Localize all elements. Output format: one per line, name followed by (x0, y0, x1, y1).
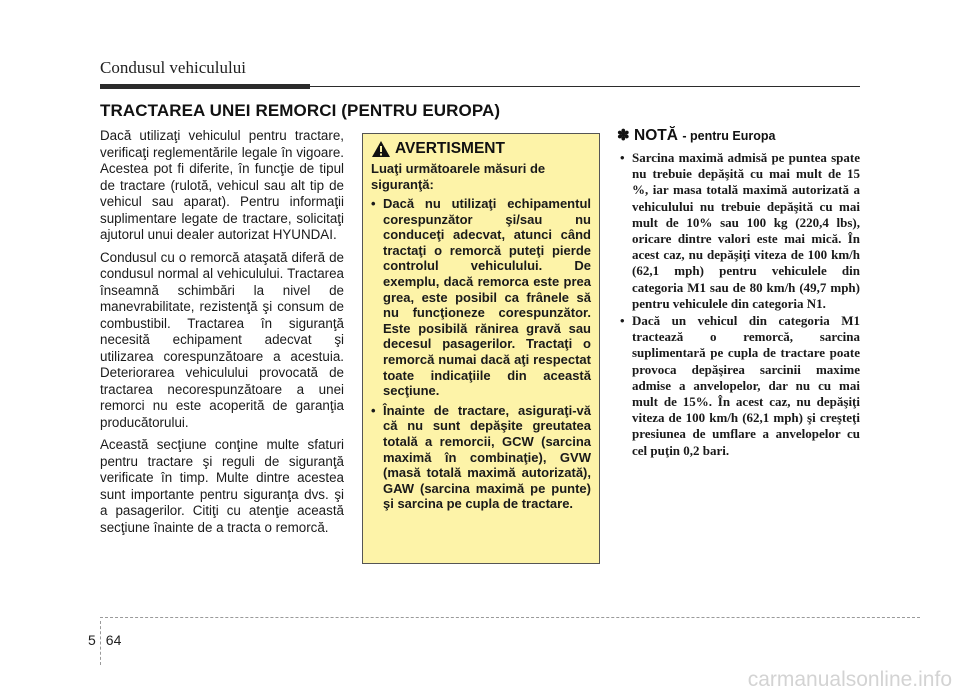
warning-list (371, 196, 591, 512)
running-header: Condusul vehiculului (100, 58, 246, 77)
note-item: • Sarcina maximă admisă pe puntea spate nu trebuie depăşită cu mai mult de 15 %, iar masa totală maximă autorizată a vehiculului nu trebuie depăşită cu mai mult de 10% sau 100 kg (220,4 lbs), oricare dintre valori este mai mică. În acest caz, nu depăşiţi viteza de 100 km/h (62,1 mph) pentru vehiculele din categoria M1 sau de 80 km/h (49,7 mph) pentru vehiculele din categoria N1. (617, 150, 860, 312)
note-subtitle: - pentru Europa (682, 129, 776, 143)
header-bar (100, 84, 310, 89)
warning-item: • Înainte de tractare, asiguraţi-vă că nu sunt depăşite greutatea totală a remorcii, GCW (sarcina maximă în combinaţie), GVW (masă totală maximă autorizată), GAW (sarcina maximă pe punte) şi sarcina pe cupla de tractare. (371, 403, 591, 512)
watermark: carmanualsonline.info (747, 668, 952, 691)
note-star-icon: ✽ (617, 127, 630, 144)
note-column (617, 150, 860, 460)
warning-triangle-icon (371, 140, 391, 158)
section-title: TRACTAREA UNEI REMORCI (PENTRU EUROPA) (100, 101, 501, 120)
note-label: NOTĂ (634, 127, 678, 144)
warning-item: • Dacă nu utilizaţi echipamentul corespunzător şi/sau nu conduceţi adecvat, atunci când tractaţi o remorcă puteţi pierde controlul vehiculului. De exemplu, dacă remorca este prea grea, este posibil ca frânele să nu funcţioneze corespunzător. Este posibilă rănirea gravă sau decesul pasagerilor. Tractaţi o remorcă numai dacă aţi respectat toate indicaţiile din această secţiune. (371, 196, 591, 399)
footer-rule (100, 617, 920, 618)
warning-box (362, 133, 600, 564)
note-item: • Dacă un vehicul din categoria M1 tractează o remorcă, sarcina suplimentară pe cupla de tractare poate provoca depăşirea sarcinii maxime admise a anvelopelor, dar nu cu mai mult de 15%. În acest caz, nu depăşiţi viteza de 100 km/h (62,1 mph) şi creşteţi presiunea de umflare a anvelopelor cu cel puţin 0,2 bari. (617, 313, 860, 459)
warning-title: AVERTISMENT (395, 140, 505, 157)
paragraph: Această secţiune conţine multe sfaturi pentru tractare şi reguli de siguranţă verificate în timp. Multe dintre acestea sunt importante pentru siguranţa dvs. şi a pasagerilor. Citiţi cu atenţie această secţiune înainte de a tracta o remorcă. (100, 437, 344, 535)
chapter-number: 5 (88, 632, 96, 648)
paragraph: Dacă utilizaţi vehiculul pentru tractare, verificaţi reglementările legale în vigoare. Acestea pot fi diferite, în funcţie de tipul de tractare (rulotă, vehicul sau alt tip de vehicul sau aparat). Pentru informaţii suplimentare legate de tractare, solicitaţi ajutorul unui dealer autorizat HYUNDAI. (100, 128, 344, 242)
warning-header (371, 140, 591, 158)
page-index: 64 (105, 632, 122, 648)
warning-intro: Luaţi următoarele măsuri de siguranţă: (371, 161, 546, 192)
paragraph: Condusul cu o remorcă ataşată diferă de condusul normal al vehiculului. Tractarea înseamnă schimbări la nivel de manevrabilitate, rezistenţă şi consum de combustibil. Tractarea în siguranţă necesită echipament adecvat şi utilizarea corespunzătoare a acestuia. Deteriorarea vehiculului provocată de tractarea necorespunzătoare a unei remorci nu este acoperită de garanţia producătorului. (100, 249, 344, 430)
note-list (617, 150, 860, 459)
header-rule (310, 86, 860, 87)
left-column (100, 128, 344, 542)
page-number (88, 632, 121, 648)
note-header (617, 126, 775, 145)
